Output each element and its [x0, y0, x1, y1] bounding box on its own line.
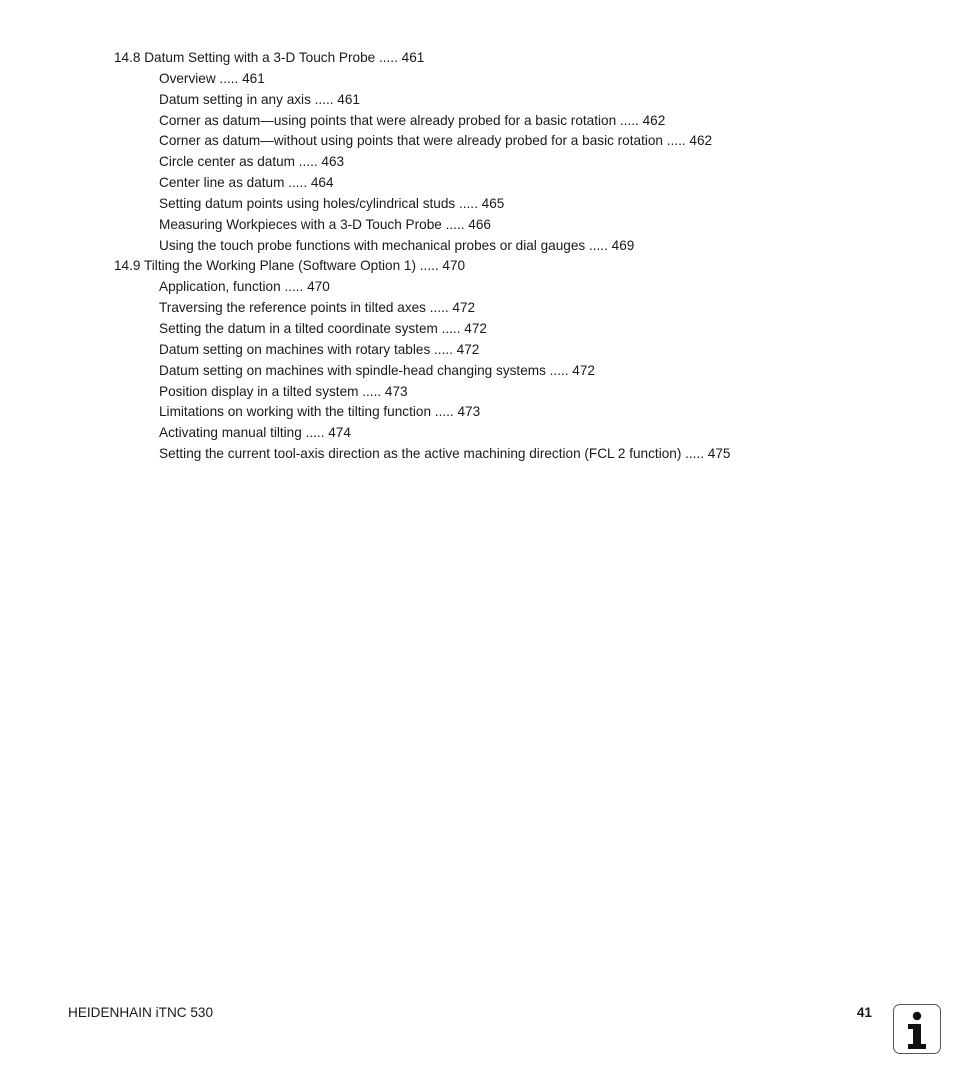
info-icon	[893, 1004, 941, 1054]
toc-entry: Using the touch probe functions with mechanical probes or dial gauges ..... 469	[159, 237, 635, 253]
toc-section-heading: 14.8 Datum Setting with a 3-D Touch Probe ..... 461	[114, 50, 425, 65]
toc-entry: Limitations on working with the tilting function ..... 473	[159, 404, 481, 420]
toc-entry: Activating manual tilting ..... 474	[159, 425, 351, 441]
toc-section-heading: 14.9 Tilting the Working Plane (Software Option 1) ..... 470	[114, 258, 466, 274]
toc-entry: Datum setting in any axis ..... 461	[159, 91, 360, 107]
toc-entry: Center line as datum ..... 464	[159, 175, 334, 191]
toc-entry: Setting datum points using holes/cylindrical studs ..... 465	[159, 195, 505, 211]
toc-entry: Overview ..... 461	[159, 70, 265, 86]
toc-entry: Datum setting on machines with spindle-head changing systems ..... 472	[159, 362, 595, 378]
toc-entry: Traversing the reference points in tilted axes ..... 472	[159, 300, 476, 316]
toc-entry: Datum setting on machines with rotary tables ..... 472	[159, 341, 480, 357]
footer-title: HEIDENHAIN iTNC 530	[68, 1005, 214, 1020]
toc-entry: Corner as datum—without using points that were already probed for a basic rotation ..... 462	[159, 133, 713, 149]
toc-entry: Setting the current tool-axis direction as the active machining direction (FCL 2 function) ..... 475	[159, 446, 731, 462]
page-number: 41	[856, 1005, 872, 1020]
toc-entry: Setting the datum in a tilted coordinate system ..... 472	[159, 320, 487, 336]
toc-entry: Measuring Workpieces with a 3-D Touch Probe ..... 466	[159, 216, 491, 232]
toc-entry: Position display in a tilted system ..... 473	[159, 383, 408, 399]
toc-entry: Application, function ..... 470	[159, 279, 330, 295]
toc-entry: Circle center as datum ..... 463	[159, 154, 345, 170]
toc-entry: Corner as datum—using points that were already probed for a basic rotation ..... 462	[159, 112, 666, 128]
table-of-contents	[0, 48, 954, 465]
